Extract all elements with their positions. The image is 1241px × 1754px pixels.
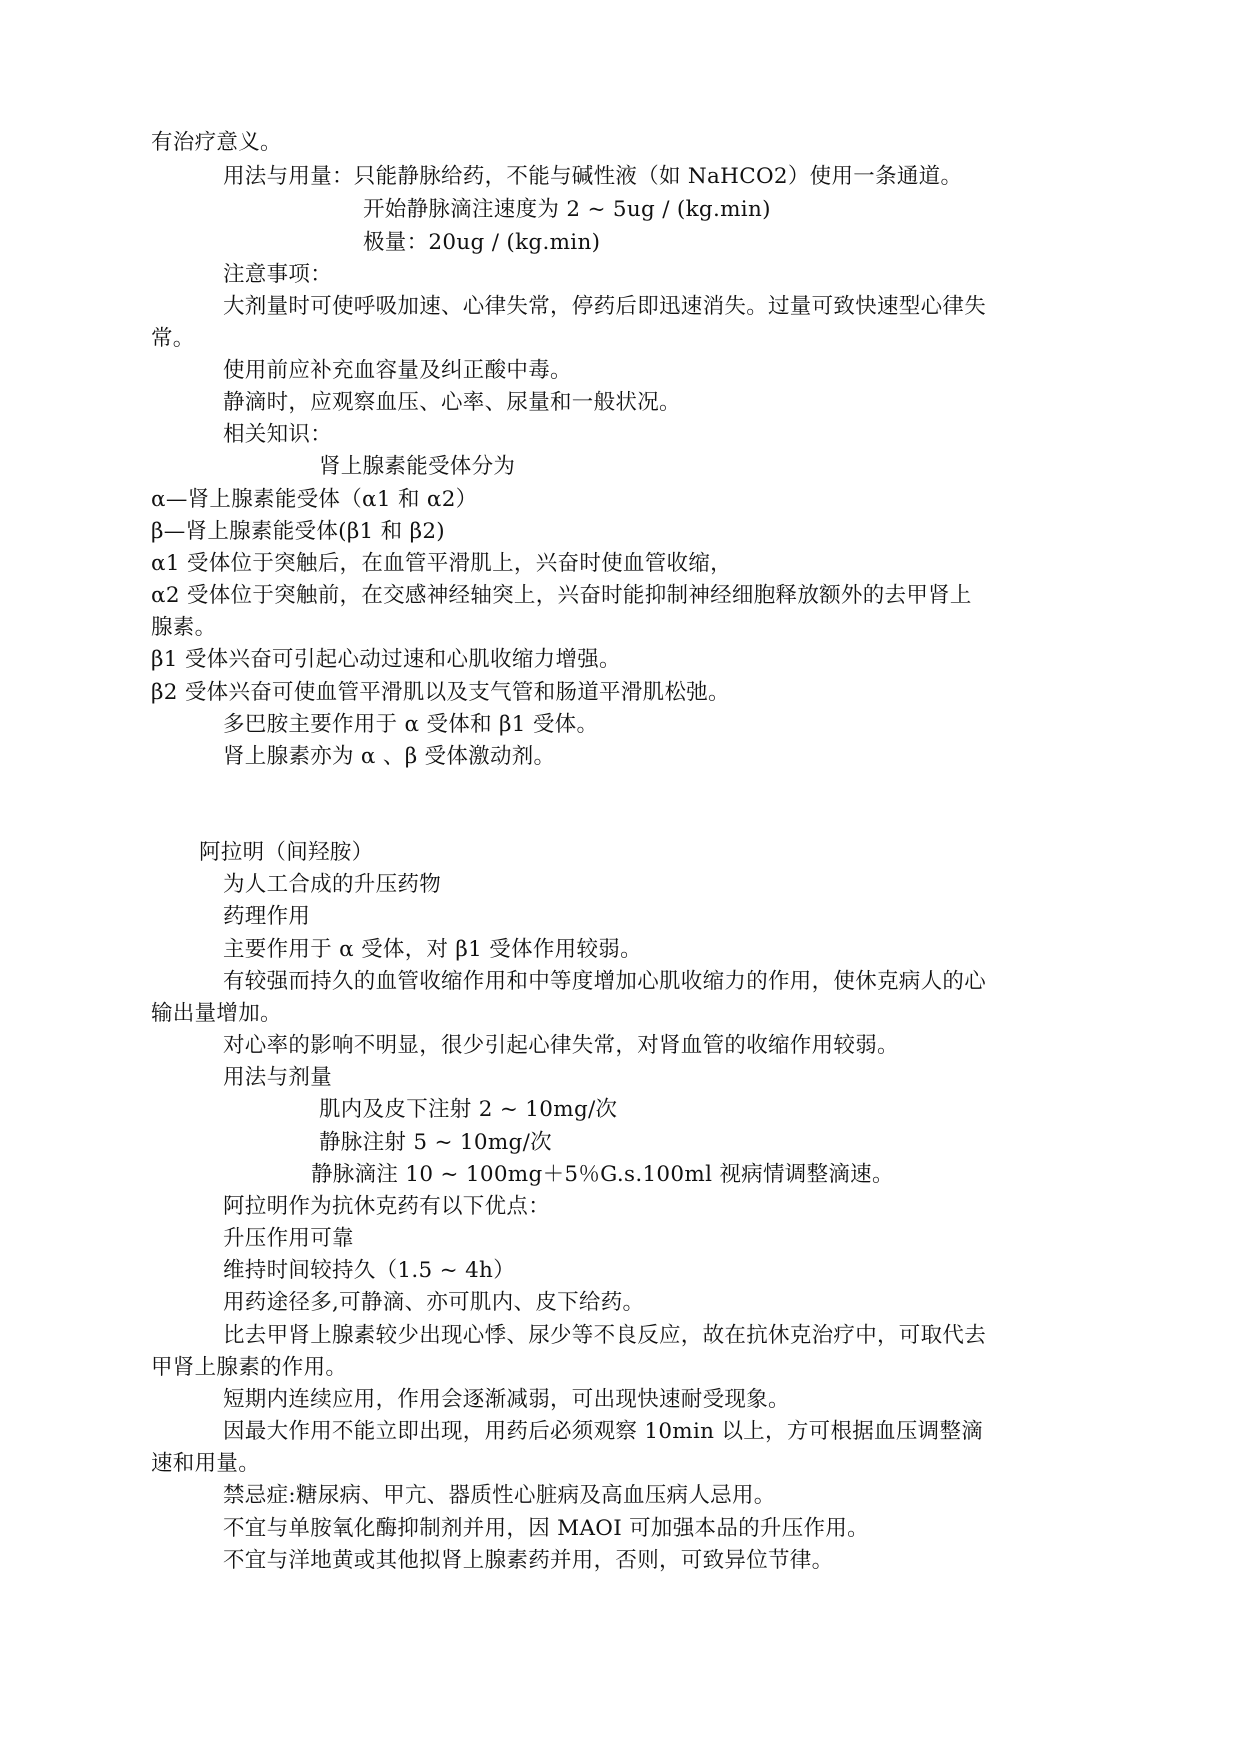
text-line: 因最大作用不能立即出现，用药后必须观察 10min 以上，方可根据血压调整滴 — [223, 1419, 984, 1444]
text-line: 短期内连续应用，作用会逐渐减弱，可出现快速耐受现象。 — [223, 1387, 790, 1412]
text-line: 静脉滴注 10 ~ 100mg＋5％G.s.100ml 视病情调整滴速。 — [311, 1162, 894, 1187]
text-line: 升压作用可靠 — [223, 1226, 354, 1251]
text-line: 禁忌症:糖尿病、甲亢、器质性心脏病及高血压病人忌用。 — [223, 1483, 776, 1508]
text-line: 注意事项： — [223, 262, 333, 287]
text-line: 常。 — [151, 326, 195, 351]
text-line: 大剂量时可使呼吸加速、心律失常，停药后即迅速消失。过量可致快速型心律失 — [223, 294, 987, 319]
text-line: 开始静脉滴注速度为 2 ~ 5ug / (kg.min) — [363, 197, 771, 222]
text-line: 维持时间较持久（1.5 ~ 4h） — [223, 1258, 516, 1283]
text-line: 肾上腺素亦为 α 、β 受体激动剂。 — [223, 744, 556, 769]
text-line: 对心率的影响不明显，很少引起心律失常，对肾血管的收缩作用较弱。 — [223, 1033, 899, 1058]
text-line: 甲肾上腺素的作用。 — [151, 1355, 348, 1380]
text-line: α1 受体位于突触后，在血管平滑肌上，兴奋时使血管收缩， — [151, 551, 732, 576]
text-line: α—肾上腺素能受体（α1 和 α2） — [151, 487, 478, 512]
text-line: 不宜与洋地黄或其他拟肾上腺素药并用，否则，可致异位节律。 — [223, 1548, 834, 1573]
text-line: 主要作用于 α 受体，对 β1 受体作用较弱。 — [223, 937, 642, 962]
text-line: 速和用量。 — [151, 1451, 261, 1476]
text-line: 肾上腺素能受体分为 — [319, 454, 516, 479]
text-line: β—肾上腺素能受体(β1 和 β2) — [151, 519, 445, 544]
text-line: 用法与剂量 — [223, 1065, 333, 1090]
text-line: β2 受体兴奋可使血管平滑肌以及支气管和肠道平滑肌松弛。 — [151, 680, 730, 705]
text-line: 静滴时，应观察血压、心率、尿量和一般状况。 — [223, 390, 681, 415]
text-line: 多巴胺主要作用于 α 受体和 β1 受体。 — [223, 712, 599, 737]
text-line: 阿拉明作为抗休克药有以下优点： — [223, 1194, 551, 1219]
text-line: 药理作用 — [223, 904, 311, 929]
text-line: β1 受体兴奋可引起心动过速和心肌收缩力增强。 — [151, 647, 621, 672]
text-line: 不宜与单胺氧化酶抑制剂并用，因 MAOI 可加强本品的升压作用。 — [223, 1516, 869, 1541]
text-line: 有治疗意义。 — [151, 130, 282, 155]
text-line: 输出量增加。 — [151, 1001, 282, 1026]
text-line: 相关知识： — [223, 422, 333, 447]
text-line: α2 受体位于突触前，在交感神经轴突上，兴奋时能抑制神经细胞释放额外的去甲肾上 — [151, 583, 972, 608]
text-line: 为人工合成的升压药物 — [223, 872, 442, 897]
text-line: 使用前应补充血容量及纠正酸中毒。 — [223, 358, 572, 383]
text-line: 腺素。 — [151, 615, 217, 640]
text-line: 用法与用量：只能静脉给药，不能与碱性液（如 NaHCO2）使用一条通道。 — [223, 164, 963, 189]
section-heading: 阿拉明（间羟胺） — [199, 840, 374, 865]
text-line: 静脉注射 5 ~ 10mg/次 — [319, 1130, 552, 1155]
text-line: 肌内及皮下注射 2 ~ 10mg/次 — [319, 1097, 618, 1122]
text-line: 用药途径多,可静滴、亦可肌内、皮下给药。 — [223, 1290, 645, 1315]
text-line: 有较强而持久的血管收缩作用和中等度增加心肌收缩力的作用，使休克病人的心 — [223, 969, 987, 994]
text-line: 极量：20ug / (kg.min) — [363, 230, 601, 255]
text-line: 比去甲肾上腺素较少出现心悸、尿少等不良反应，故在抗休克治疗中，可取代去 — [223, 1323, 987, 1348]
